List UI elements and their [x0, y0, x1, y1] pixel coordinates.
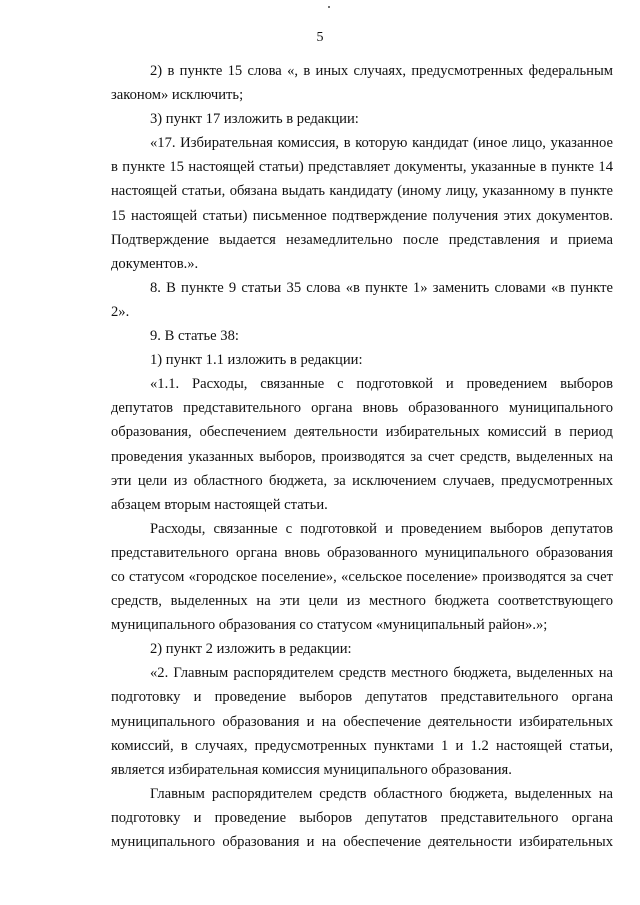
- paragraph-subitem-2: 2) пункт 2 изложить в редакции:: [150, 641, 352, 658]
- paragraph-item-2: 2) в пункте 15 слова «, в иных случаях, предусмотренных федеральным законом» исключить;: [111, 63, 613, 104]
- paragraph-expenses: Расходы, связанные с подготовкой и проведением выборов депутатов представительного органа вновь образованного муниципального образования со статусом «городское поселение», «сельское поселение» производятся за счет средств, выделенных на эти цели из местного бюджета соответствующего муниципального образования со статусом «муниципальный район».»;: [111, 520, 613, 634]
- paragraph-item-8: 8. В пункте 9 статьи 35 слова «в пункте 1» заменить словами «в пункте 2».: [111, 279, 613, 320]
- paragraph-subitem-1: 1) пункт 1.1 изложить в редакции:: [150, 352, 363, 369]
- paragraph-main-distributor: Главным распорядителем средств областного бюджета, выделенных на подготовку и проведение выборов депутатов представительного органа муниципального образования и на обеспечение деятельности избирательных: [111, 785, 613, 850]
- paragraph-quote-17: «17. Избирательная комиссия, в которую кандидат (иное лицо, указанное в пункте 15 настоящей статьи) представляет документы, указанные в пункте 14 настоящей статьи, обязана выдать кандидату (иному лицу, указанному в пункте 15 настоящей статьи) письменное подтверждение получения этих документов. Подтверждение выдается незамедлительно после представления и приема документов.».: [111, 135, 613, 272]
- scan-speck: [328, 6, 330, 8]
- paragraph-quote-2: «2. Главным распорядителем средств местного бюджета, выделенных на подготовку и проведение выборов депутатов представительного органа муниципального образования и на обеспечение деятельности избирательных комиссий, в случаях, предусмотренных пунктами 1 и 1.2 настоящей статьи, является избирательная комиссия муниципального образования.: [111, 665, 613, 778]
- paragraph-quote-1-1: «1.1. Расходы, связанные с подготовкой и проведением выборов депутатов представительного органа вновь образованного муниципального образования, обеспечением деятельности избирательных комиссий в период проведения указанных выборов, производятся за счет средств, выделенных на эти цели из областного бюджета, за исключением случаев, предусмотренных абзацем вторым настоящей статьи.: [111, 376, 613, 513]
- paragraph-item-3: 3) пункт 17 изложить в редакции:: [150, 111, 359, 128]
- paragraph-item-9: 9. В статье 38:: [150, 328, 239, 345]
- document-body: [111, 59, 613, 854]
- page-number: 5: [316, 30, 324, 45]
